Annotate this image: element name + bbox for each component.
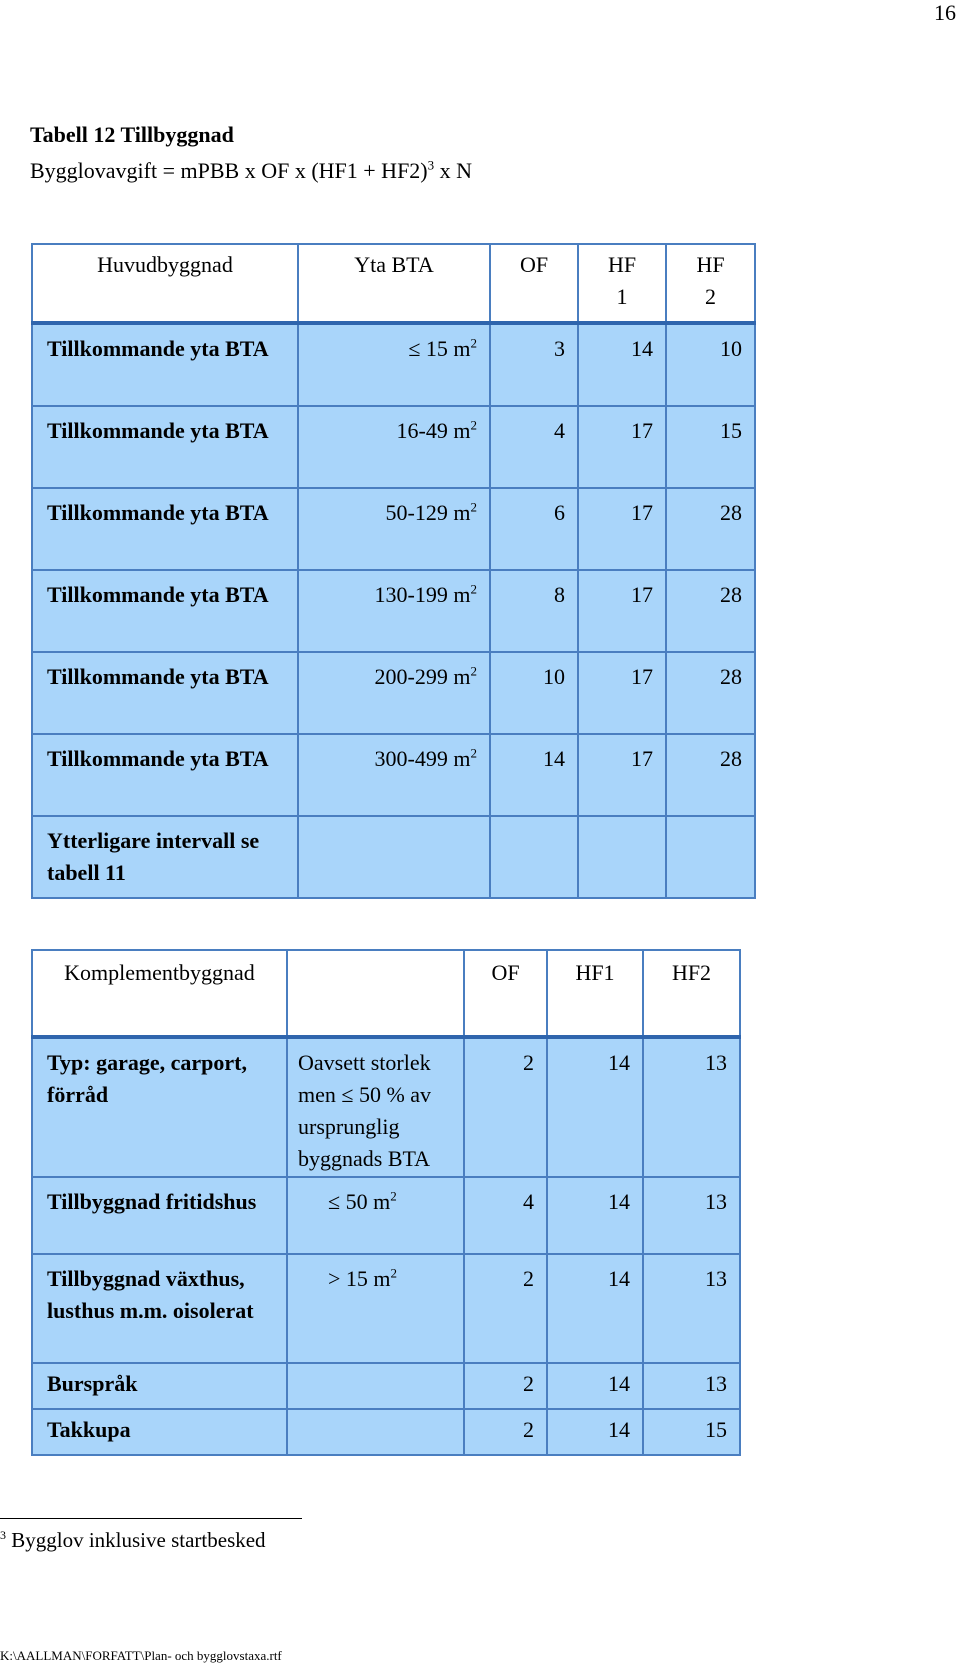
header-cell: HF1 (547, 950, 643, 1037)
hf1-cell: 17 (578, 488, 666, 570)
row-label: Typ: garage, carport, förråd (32, 1037, 287, 1177)
area-cell (298, 406, 490, 488)
of-cell (490, 816, 578, 898)
hf1-cell: 14 (578, 323, 666, 406)
hf2-cell: 13 (643, 1254, 740, 1363)
hf1-cell: 14 (547, 1037, 643, 1177)
size-text: ≤ 50 m (328, 1189, 391, 1214)
area-superscript: 2 (470, 581, 477, 597)
of-cell: 8 (490, 570, 578, 652)
hf1-cell: 14 (547, 1409, 643, 1455)
size-superscript: 2 (390, 1265, 398, 1281)
size-description (287, 1177, 464, 1254)
of-cell: 14 (490, 734, 578, 816)
area-superscript: 2 (470, 499, 477, 515)
area-superscript: 2 (470, 745, 477, 761)
row-label: Tillkommande yta BTA (32, 570, 298, 652)
footnote-divider (0, 1518, 302, 1519)
area-cell (298, 323, 490, 406)
header-cell: HF 2 (666, 244, 755, 323)
page-number: 16 (934, 0, 956, 25)
hf1-cell: 14 (547, 1363, 643, 1409)
size-description (287, 1363, 464, 1409)
area-cell (298, 652, 490, 734)
size-text: > 15 m (328, 1266, 391, 1291)
header-cell: Yta BTA (298, 244, 490, 323)
table-header-row (32, 244, 755, 323)
hf2-cell: 13 (643, 1037, 740, 1177)
size-description (287, 1254, 464, 1363)
hf1-cell: 17 (578, 652, 666, 734)
table-row (32, 734, 755, 816)
row-label: Tillkommande yta BTA (32, 488, 298, 570)
footnote (0, 1528, 266, 1553)
row-label: Tillbyggnad fritidshus (32, 1177, 287, 1254)
header-cell: OF (464, 950, 547, 1037)
table-row (32, 406, 755, 488)
complementary-building-table (31, 949, 741, 1456)
area-value: 130-199 m (374, 582, 471, 607)
hf2-cell: 15 (643, 1409, 740, 1455)
formula-text: Bygglovavgift = mPBB x OF x (HF1 + HF2) (30, 158, 428, 183)
size-description (287, 1037, 464, 1177)
area-superscript: 2 (470, 663, 477, 679)
area-value: 300-499 m (374, 746, 471, 771)
footnote-marker: 3 (0, 1528, 6, 1542)
table-row (32, 1254, 740, 1363)
table-header-row (32, 950, 740, 1037)
area-value: 16-49 m (396, 418, 471, 443)
file-path: K:\AALLMAN\FORFATT\Plan- och bygglovstaxa.rtf (0, 1648, 282, 1663)
of-cell: 2 (464, 1409, 547, 1455)
of-cell: 2 (464, 1254, 547, 1363)
of-cell: 10 (490, 652, 578, 734)
header-cell: Komplementbyggnad (32, 950, 287, 1037)
table-row (32, 1177, 740, 1254)
hf2-cell: 15 (666, 406, 755, 488)
area-superscript: 2 (470, 417, 477, 433)
size-description (287, 1409, 464, 1455)
hf2-cell: 13 (643, 1363, 740, 1409)
hf2-cell: 28 (666, 570, 755, 652)
row-label: Tillkommande yta BTA (32, 406, 298, 488)
hf2-cell: 28 (666, 652, 755, 734)
table-row (32, 652, 755, 734)
hf1-cell: 14 (547, 1177, 643, 1254)
of-cell: 2 (464, 1037, 547, 1177)
main-building-table (31, 243, 756, 899)
area-value: 200-299 m (374, 664, 471, 689)
area-cell (298, 734, 490, 816)
fee-formula (30, 158, 472, 184)
hf1-cell: 17 (578, 734, 666, 816)
header-cell: HF 1 (578, 244, 666, 323)
row-label: Ytterligare intervall se tabell 11 (32, 816, 298, 898)
row-label: Tillkommande yta BTA (32, 652, 298, 734)
formula-tail: x N (434, 158, 473, 183)
hf1-cell: 17 (578, 570, 666, 652)
row-label: Takkupa (32, 1409, 287, 1455)
hf2-cell: 28 (666, 488, 755, 570)
area-value: ≤ 15 m (408, 336, 471, 361)
header-cell (287, 950, 464, 1037)
table-row (32, 570, 755, 652)
hf1-cell: 14 (547, 1254, 643, 1363)
of-cell: 4 (464, 1177, 547, 1254)
table-title: Tabell 12 Tillbyggnad (30, 122, 234, 147)
table-row (32, 1363, 740, 1409)
row-label: Tillkommande yta BTA (32, 323, 298, 406)
of-cell: 3 (490, 323, 578, 406)
area-cell (298, 488, 490, 570)
header-cell: HF2 (643, 950, 740, 1037)
hf2-cell: 10 (666, 323, 755, 406)
header-cell: OF (490, 244, 578, 323)
hf2-cell: 28 (666, 734, 755, 816)
area-cell (298, 570, 490, 652)
hf2-cell (666, 816, 755, 898)
footnote-text: Bygglov inklusive startbesked (6, 1528, 266, 1552)
area-value: 50-129 m (385, 500, 471, 525)
of-cell: 2 (464, 1363, 547, 1409)
header-cell: Huvudbyggnad (32, 244, 298, 323)
size-text: Oavsett storlek men ≤ 50 % av ursprunglig byggnads BTA (298, 1050, 432, 1171)
hf1-cell: 17 (578, 406, 666, 488)
table-row (32, 1409, 740, 1455)
row-label: Tillbyggnad växthus, lusthus m.m. oisolerat (32, 1254, 287, 1363)
size-superscript: 2 (390, 1188, 397, 1204)
hf2-cell: 13 (643, 1177, 740, 1254)
table-row (32, 323, 755, 406)
table-row (32, 816, 755, 898)
table-row (32, 488, 755, 570)
area-cell (298, 816, 490, 898)
table-row (32, 1037, 740, 1177)
of-cell: 6 (490, 488, 578, 570)
hf1-cell (578, 816, 666, 898)
row-label: Tillkommande yta BTA (32, 734, 298, 816)
row-label: Burspråk (32, 1363, 287, 1409)
area-superscript: 2 (470, 335, 477, 351)
formula-superscript: 3 (427, 157, 435, 173)
of-cell: 4 (490, 406, 578, 488)
